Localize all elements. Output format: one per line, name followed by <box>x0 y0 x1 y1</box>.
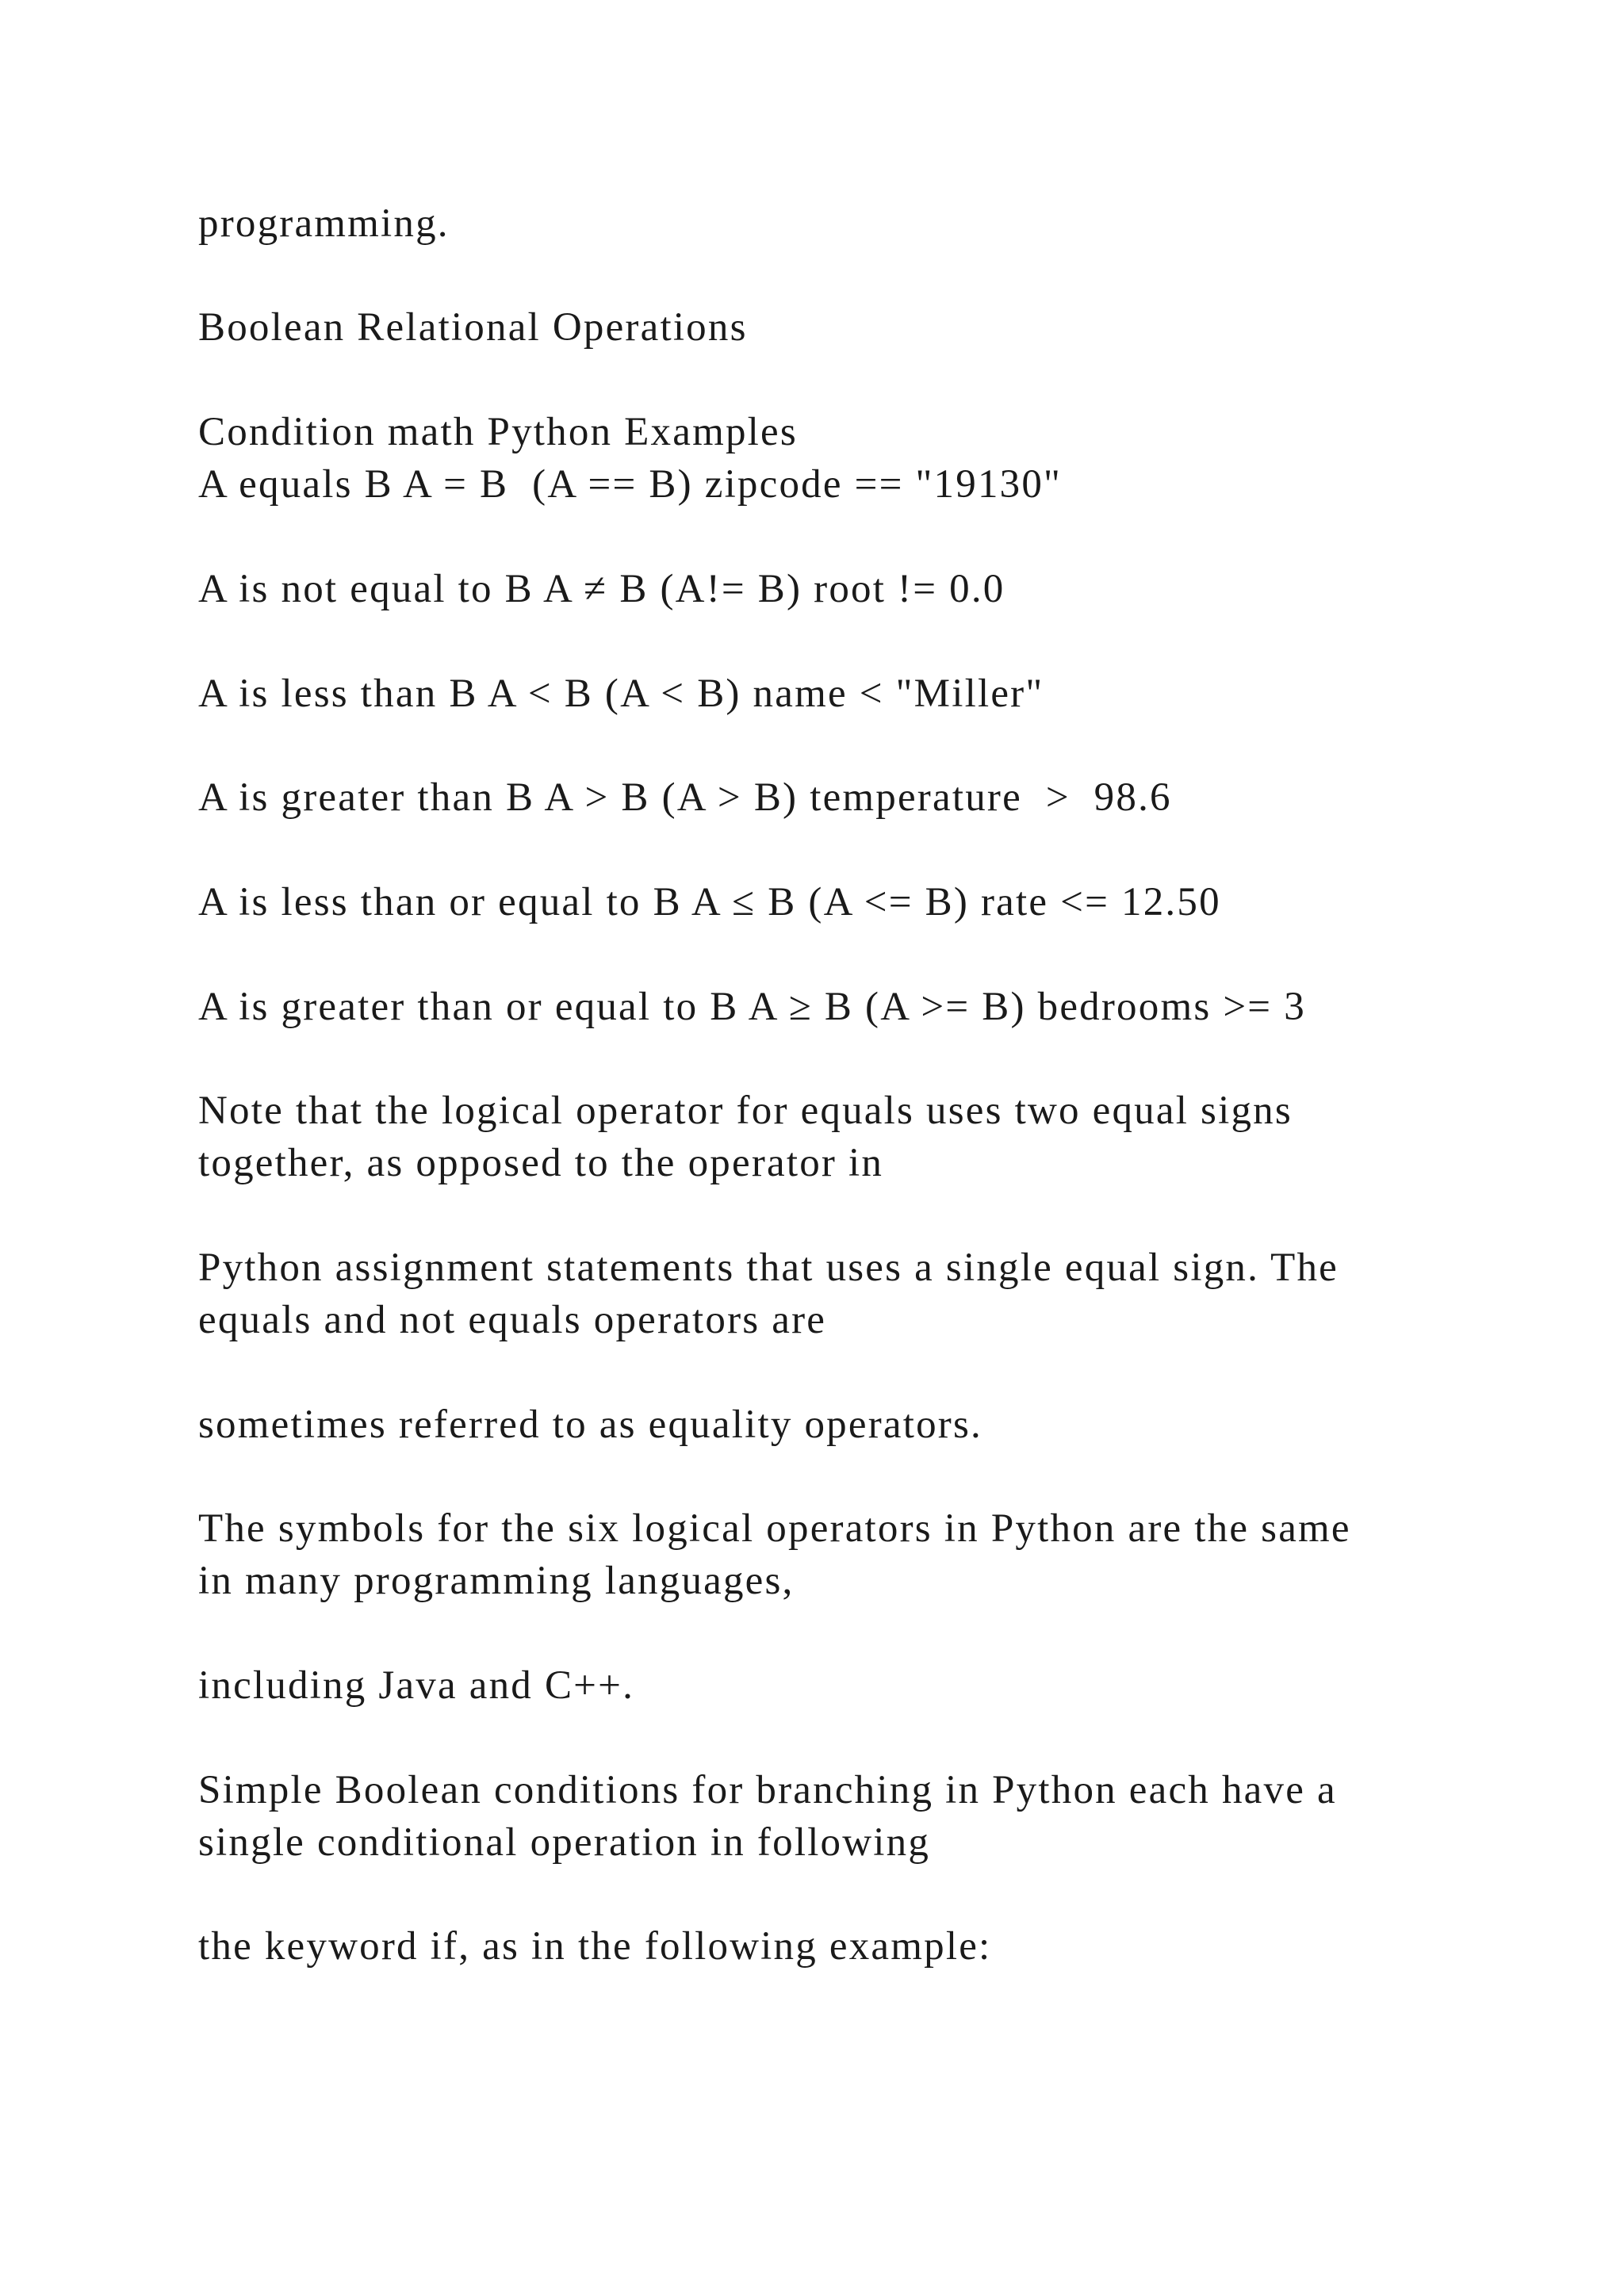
section-heading-boolean-relational-operations: Boolean Relational Operations <box>198 305 748 350</box>
table-header-row: Condition math Python Examples <box>198 410 798 454</box>
paragraph-line: Simple Boolean conditions for branching in Python each have a <box>198 1768 1337 1812</box>
paragraph-line: equals and not equals operators are <box>198 1298 827 1342</box>
table-row-greater-than-or-equal: A is greater than or equal to B A ≥ B (A >= B) bedrooms >= 3 <box>198 985 1306 1029</box>
table-row-not-equal: A is not equal to B A ≠ B (A!= B) root != 0.0 <box>198 567 1005 611</box>
paragraph-line: single conditional operation in following <box>198 1820 931 1865</box>
paragraph-line: Python assignment statements that uses a single equal sign. The <box>198 1246 1339 1290</box>
text-line-programming: programming. <box>198 201 450 246</box>
paragraph-line: in many programming languages, <box>198 1559 795 1603</box>
table-row-less-than-or-equal: A is less than or equal to B A ≤ B (A <= B) rate <= 12.50 <box>198 880 1221 924</box>
table-row-less-than: A is less than B A < B (A < B) name < "Miller" <box>198 672 1044 716</box>
paragraph-line: together, as opposed to the operator in <box>198 1141 884 1185</box>
paragraph-line: The symbols for the six logical operators in Python are the same <box>198 1506 1351 1551</box>
table-row-equals: A equals B A = B (A == B) zipcode == "19130" <box>198 462 1063 507</box>
paragraph-line: the keyword if, as in the following example: <box>198 1924 992 1969</box>
paragraph-line: Note that the logical operator for equals uses two equal signs <box>198 1089 1293 1133</box>
paragraph-line: sometimes referred to as equality operators. <box>198 1402 982 1447</box>
table-row-greater-than: A is greater than B A > B (A > B) temperature > 98.6 <box>198 775 1172 820</box>
paragraph-line: including Java and C++. <box>198 1663 635 1708</box>
